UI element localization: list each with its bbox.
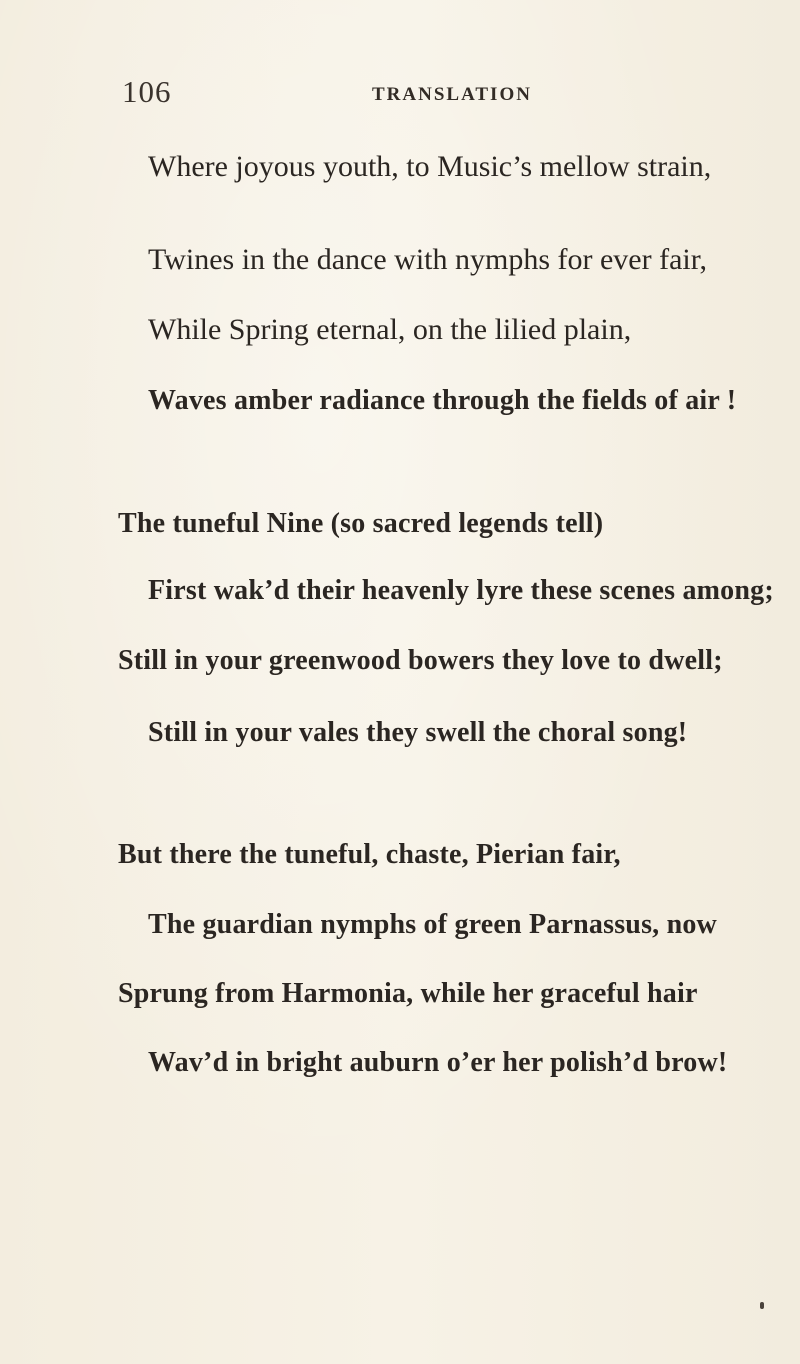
verse-line: Waves amber radiance through the fields of air ! [148,385,737,416]
verse-line: While Spring eternal, on the lilied plain, [148,313,632,346]
verse-line: But there the tuneful, chaste, Pierian fair, [118,839,621,870]
verse-line: Still in your vales they swell the choral song! [148,717,688,748]
running-title: TRANSLATION [372,84,532,105]
verse-line: First wak’d their heavenly lyre these scenes among; [148,575,774,606]
verse-line: Twines in the dance with nymphs for ever fair, [148,243,708,276]
verse-line: The tuneful Nine (so sacred legends tell) [118,508,604,539]
verse-line: Still in your greenwood bowers they love to dwell; [118,645,723,676]
verse-line: The guardian nymphs of green Parnassus, now [148,909,717,940]
verse-line: Wav’d in bright auburn o’er her polish’d brow! [148,1047,728,1078]
running-head [0,70,800,110]
page-number: 106 [122,74,172,109]
verse-line: Sprung from Harmonia, while her graceful hair [118,978,698,1009]
ink-speck [760,1302,764,1309]
verse-line: Where joyous youth, to Music’s mellow strain, [148,150,712,183]
